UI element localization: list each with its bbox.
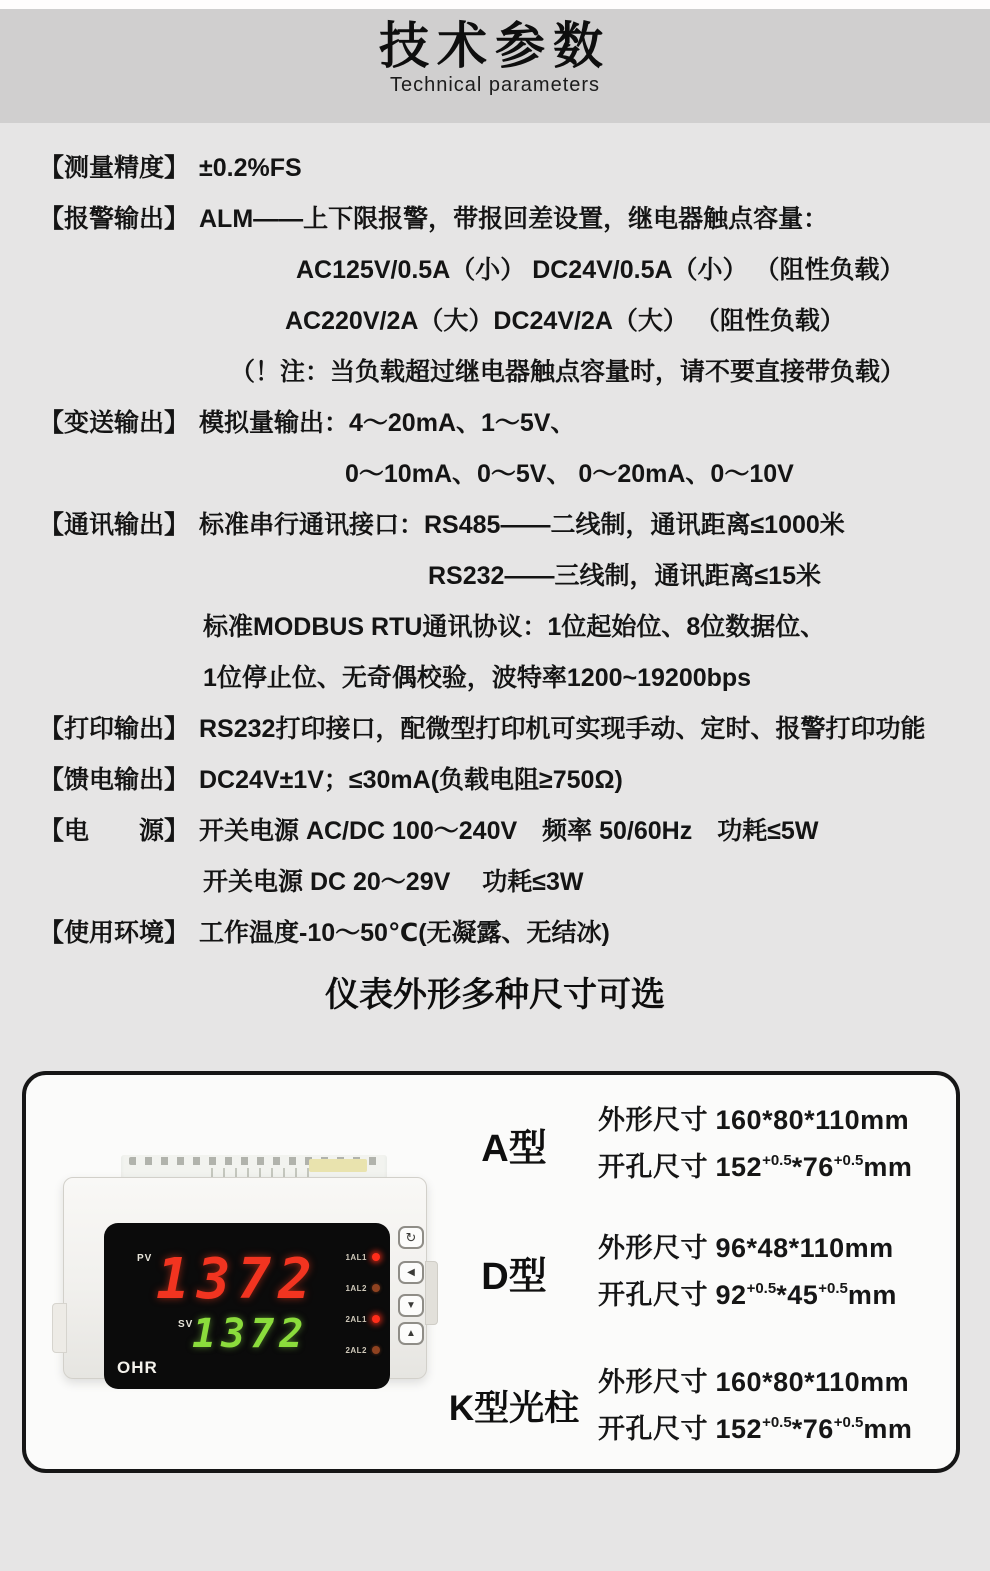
spec-list (0, 123, 990, 959)
pv-value-display: 1372 (156, 1247, 319, 1312)
cutout-dim-value: *45 (776, 1280, 819, 1310)
led-dim-icon (372, 1284, 380, 1292)
terminal-label-sticker (309, 1159, 367, 1172)
model-row-d (430, 1225, 950, 1319)
spec-row-comm-output (39, 500, 990, 704)
spec-row-power (39, 806, 990, 908)
spec-row-environment (39, 908, 990, 959)
spec-label: 【馈电输出】 (39, 766, 190, 794)
top-white-strip (0, 0, 990, 9)
sv-value-display: 1372 (192, 1311, 309, 1357)
brand-logo: OHR (117, 1358, 158, 1377)
cutout-dim-value: *76 (791, 1152, 834, 1182)
spec-label: 【变送输出】 (39, 409, 190, 437)
alarm-indicator-label: 2AL1 (345, 1314, 367, 1324)
spec-line: 开关电源 AC/DC 100～240V 频率 50/60Hz 功耗≤5W (199, 817, 819, 845)
up-arrow-button-icon: ▲ (398, 1322, 424, 1345)
spec-line: ALM——上下限报警，带报回差设置，继电器触点容量： (199, 205, 829, 233)
alarm-indicator-label: 2AL2 (345, 1345, 367, 1355)
outer-dim-value: 160*80*110mm (715, 1105, 910, 1135)
cutout-dimension-line (598, 1406, 912, 1453)
tolerance-sup: +0.5 (833, 1152, 864, 1169)
meter-button-column (398, 1178, 424, 1378)
outer-dimension-line (598, 1097, 912, 1144)
alarm-indicator (345, 1281, 380, 1295)
model-name: A型 (481, 1127, 547, 1170)
spec-line: 工作温度-10～50℃(无凝露、无结冰) (199, 919, 610, 947)
spec-line: DC24V±1V；≤30mA(负载电阻≥750Ω) (199, 766, 623, 794)
model-row-k (430, 1359, 950, 1453)
pv-label: PV (137, 1253, 153, 1264)
spec-line: 标准MODBUS RTU通讯协议：1位起始位、8位数据位、 (203, 613, 826, 641)
alarm-indicator-label: 1AL2 (345, 1283, 367, 1293)
led-dim-icon (372, 1346, 380, 1354)
size-options-box (22, 1071, 960, 1473)
spec-line: 模拟量输出：4～20mA、1～5V、 (199, 409, 576, 437)
spec-line: AC220V/2A（大）DC24V/2A（大） （阻性负载） (285, 307, 845, 335)
spec-line: 1位停止位、无奇偶校验，波特率1200~19200bps (203, 664, 752, 692)
tolerance-sup: +0.5 (818, 1280, 848, 1297)
tolerance-sup: +0.5 (833, 1414, 864, 1431)
cutout-dim-label: 开孔尺寸 (598, 1152, 708, 1182)
spec-row-accuracy (39, 143, 990, 194)
outer-dim-label: 外形尺寸 (598, 1105, 708, 1135)
spec-label: 【通讯输出】 (39, 511, 190, 539)
spec-row-print-output (39, 704, 990, 755)
cutout-dim-value: 92 (715, 1280, 747, 1310)
alarm-indicator-label: 1AL1 (345, 1252, 367, 1262)
cycle-button-icon: ↻ (398, 1226, 424, 1249)
cutout-dimension-line (598, 1144, 912, 1191)
spec-line: 0～10mA、0～5V、 0～20mA、0～10V (345, 460, 794, 488)
page-subtitle: Technical parameters (389, 74, 601, 96)
outer-dimension-line (598, 1359, 912, 1406)
outer-dim-label: 外形尺寸 (598, 1233, 708, 1263)
model-name: K型光柱 (448, 1389, 580, 1428)
cutout-dim-unit: mm (863, 1152, 913, 1182)
left-arrow-button-icon: ◀ (398, 1261, 424, 1284)
spec-line: RS232打印接口，配微型打印机可实现手动、定时、报警打印功能 (199, 715, 926, 743)
cutout-dim-label: 开孔尺寸 (598, 1280, 708, 1310)
spec-row-alarm-output (39, 194, 990, 398)
meter-body (63, 1177, 427, 1379)
meter-display-face (104, 1223, 390, 1389)
spec-line: ±0.2%FS (199, 154, 302, 182)
sv-label: SV (178, 1319, 194, 1330)
outer-dimension-line (598, 1225, 897, 1272)
led-on-icon (372, 1253, 380, 1261)
spec-label: 【电 源】 (39, 817, 190, 845)
outer-dim-value: 160*80*110mm (715, 1367, 910, 1397)
cutout-dim-value: 152 (715, 1414, 763, 1444)
cutout-dim-value: 152 (715, 1152, 763, 1182)
outer-dim-value: 96*48*110mm (715, 1233, 894, 1263)
down-arrow-button-icon: ▼ (398, 1294, 424, 1317)
spec-label: 【使用环境】 (39, 919, 190, 947)
tolerance-sup: +0.5 (762, 1414, 792, 1431)
title-band (0, 9, 990, 123)
alarm-indicator (345, 1343, 380, 1357)
alarm-indicator (345, 1312, 380, 1326)
cutout-dim-unit: mm (863, 1414, 913, 1444)
spec-label: 【报警输出】 (39, 205, 190, 233)
spec-line: RS232——三线制，通讯距离≤15米 (428, 562, 821, 590)
page-title: 技术参数 (379, 18, 611, 74)
mounting-tab-left (52, 1303, 67, 1353)
spec-line: AC125V/0.5A（小） DC24V/0.5A（小） （阻性负载） (296, 256, 905, 284)
model-row-a (430, 1097, 950, 1191)
alarm-indicator-column (345, 1250, 380, 1357)
tolerance-sup: +0.5 (746, 1280, 777, 1297)
cutout-dimension-line (598, 1272, 897, 1319)
spec-label: 【打印输出】 (39, 715, 190, 743)
cutout-dim-unit: mm (847, 1280, 897, 1310)
spec-label: 【测量精度】 (39, 154, 190, 182)
alarm-indicator (345, 1250, 380, 1264)
spec-line: （！注：当负载超过继电器触点容量时，请不要直接带负载） (230, 358, 906, 386)
spec-line: 开关电源 DC 20～29V 功耗≤3W (203, 868, 584, 896)
spec-row-transmit-output (39, 398, 990, 500)
spec-row-feed-output (39, 755, 990, 806)
size-section-title: 仪表外形多种尺寸可选 (325, 976, 665, 1014)
cutout-dim-value: *76 (791, 1414, 834, 1444)
tolerance-sup: +0.5 (762, 1152, 792, 1169)
outer-dim-label: 外形尺寸 (598, 1367, 708, 1397)
spec-line: 标准串行通讯接口：RS485——二线制，通讯距离≤1000米 (199, 511, 845, 539)
panel-meter-image (51, 1155, 443, 1385)
cutout-dim-label: 开孔尺寸 (598, 1414, 708, 1444)
led-on-icon (372, 1315, 380, 1323)
model-name: D型 (481, 1255, 547, 1298)
